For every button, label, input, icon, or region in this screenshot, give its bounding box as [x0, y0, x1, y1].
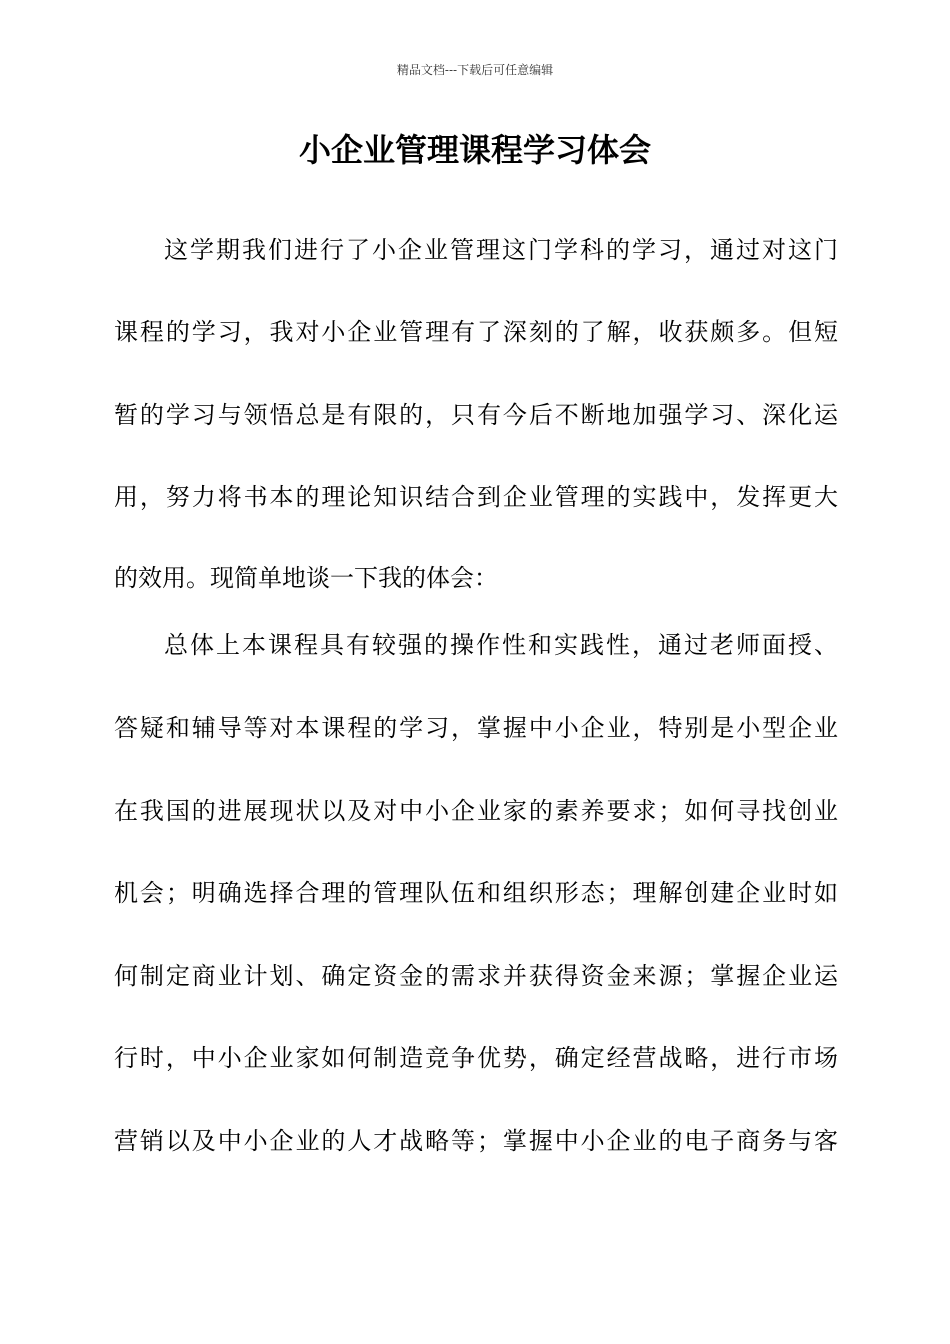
body-line: 的效用。现简单地谈一下我的体会：: [114, 564, 498, 592]
body-line: 机会；明确选择合理的管理队伍和组织形态；理解创建企业时如: [114, 879, 838, 907]
body-line: 行时，中小企业家如何制造竞争优势，确定经营战略，进行市场: [114, 1044, 838, 1072]
body-line: 课程的学习，我对小企业管理有了深刻的了解，收获颇多。但短: [114, 318, 838, 346]
body-line: 总体上本课程具有较强的操作性和实践性，通过老师面授、: [164, 631, 838, 659]
body-line: 答疑和辅导等对本课程的学习，掌握中小企业，特别是小型企业: [114, 714, 838, 742]
body-line: 何制定商业计划、确定资金的需求并获得资金来源；掌握企业运: [114, 962, 838, 990]
header-note: 精品文档---下载后可任意编辑: [396, 63, 554, 77]
body-line: 这学期我们进行了小企业管理这门学科的学习，通过对这门: [164, 236, 838, 264]
body-line: 营销以及中小企业的人才战略等；掌握中小企业的电子商务与客: [114, 1127, 838, 1155]
body-line: 用，努力将书本的理论知识结合到企业管理的实践中，发挥更大: [114, 483, 838, 511]
page-title: 小企业管理课程学习体会: [298, 131, 651, 169]
body-line: 在我国的进展现状以及对中小企业家的素养要求；如何寻找创业: [114, 797, 838, 825]
body-line: 暂的学习与领悟总是有限的，只有今后不断地加强学习、深化运: [114, 401, 838, 429]
